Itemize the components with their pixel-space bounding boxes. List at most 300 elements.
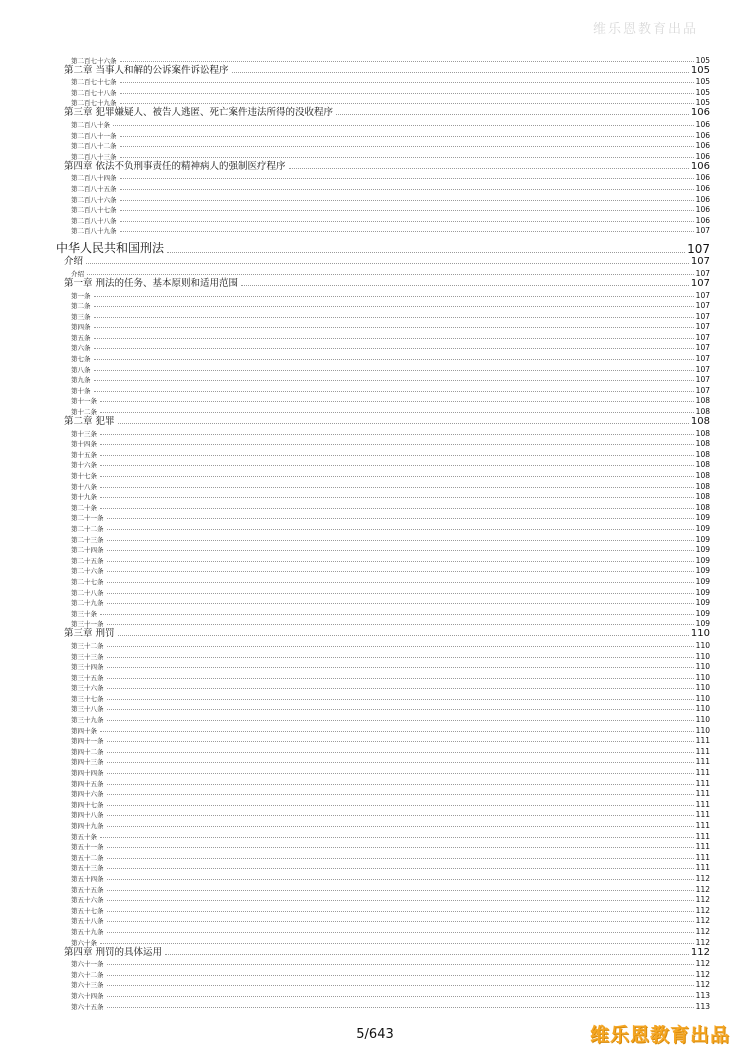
- toc-entry[interactable]: [56, 830, 710, 841]
- toc-entry-title: 第四十六条: [71, 790, 104, 799]
- toc-entry[interactable]: [56, 193, 710, 204]
- toc-entry[interactable]: [56, 713, 710, 724]
- toc-entry[interactable]: [56, 661, 710, 672]
- toc-entry-page: 111: [695, 746, 710, 756]
- toc-dot-leader: [107, 890, 694, 891]
- toc-dot-leader: [94, 306, 694, 307]
- toc-entry-title: 第二十八条: [71, 588, 104, 597]
- toc-dot-leader: [107, 900, 694, 901]
- toc-dot-leader: [107, 709, 694, 710]
- toc-entry-title: 第四十条: [71, 726, 97, 735]
- toc-entry-title: 第五十九条: [71, 927, 104, 936]
- toc-entry-page: 110: [695, 725, 710, 735]
- toc-entry-page: 109: [695, 576, 710, 586]
- toc-entry-title: 第四条: [71, 323, 91, 332]
- toc-entry-title: 第八条: [71, 365, 91, 374]
- toc-entry-title: 第二十一条: [71, 514, 104, 523]
- toc-dot-leader: [94, 338, 694, 339]
- table-of-contents: [56, 54, 710, 1011]
- toc-entry-page: 109: [695, 555, 710, 565]
- toc-entry-title: 第三十三条: [71, 652, 104, 661]
- toc-entry[interactable]: [56, 65, 710, 76]
- toc-entry-page: 108: [695, 396, 710, 406]
- toc-entry-title: 第二十五条: [71, 556, 104, 565]
- toc-dot-leader: [120, 221, 694, 222]
- toc-entry-title: 第五十条: [71, 832, 97, 841]
- toc-entry[interactable]: [56, 107, 710, 118]
- toc-entry[interactable]: [56, 989, 710, 1000]
- toc-entry[interactable]: [56, 809, 710, 820]
- toc-entry-page: 107: [695, 301, 710, 311]
- toc-entry[interactable]: [56, 851, 710, 862]
- toc-entry[interactable]: [56, 544, 710, 555]
- toc-entry-page: 109: [695, 619, 710, 629]
- toc-entry-title: 第六十条: [71, 938, 97, 947]
- toc-entry-page: 113: [695, 990, 710, 1000]
- toc-entry[interactable]: [56, 235, 710, 256]
- toc-entry[interactable]: [56, 140, 710, 151]
- toc-entry-page: 108: [695, 481, 710, 491]
- toc-entry-title: 第四十八条: [71, 811, 104, 820]
- toc-entry-title: 第五十八条: [71, 917, 104, 926]
- toc-entry-page: 111: [695, 831, 710, 841]
- toc-dot-leader: [107, 699, 694, 700]
- toc-entry-title: 第二十九条: [71, 599, 104, 608]
- toc-entry-page: 111: [695, 852, 710, 862]
- toc-entry-title: 第二百八十九条: [71, 227, 117, 236]
- toc-entry-title: 第二十六条: [71, 567, 104, 576]
- toc-entry[interactable]: [56, 384, 710, 395]
- toc-entry-page: 106: [695, 141, 710, 151]
- toc-entry-title: 第十五条: [71, 450, 97, 459]
- toc-entry[interactable]: [56, 448, 710, 459]
- toc-entry-title: 第二百八十五条: [71, 184, 117, 193]
- toc-entry-title: 第二百七十六条: [71, 56, 117, 65]
- page-indicator: 5/643: [356, 1027, 394, 1042]
- toc-entry-page: 112: [695, 873, 710, 883]
- toc-entry-title: 第二百七十八条: [71, 88, 117, 97]
- toc-entry-title: 第五十五条: [71, 885, 104, 894]
- toc-dot-leader: [100, 444, 694, 445]
- toc-entry-page: 105: [690, 64, 710, 76]
- toc-entry[interactable]: [56, 904, 710, 915]
- toc-entry-title: 第二十三条: [71, 535, 104, 544]
- toc-entry-page: 107: [695, 354, 710, 364]
- toc-entry-page: 112: [695, 937, 710, 947]
- toc-dot-leader: [94, 391, 694, 392]
- toc-entry-page: 110: [695, 672, 710, 682]
- toc-entry[interactable]: [56, 883, 710, 894]
- toc-entry-page: 112: [695, 969, 710, 979]
- toc-entry-title: 第六十一条: [71, 960, 104, 969]
- toc-entry-title: 第二百八十四条: [71, 174, 117, 183]
- toc-entry[interactable]: [56, 894, 710, 905]
- toc-dot-leader: [120, 200, 694, 201]
- toc-entry[interactable]: [56, 862, 710, 873]
- toc-entry-title: 第二百八十二条: [71, 142, 117, 151]
- toc-entry-page: 110: [695, 693, 710, 703]
- toc-dot-leader: [100, 465, 694, 466]
- toc-dot-leader: [107, 657, 694, 658]
- toc-dot-leader: [94, 370, 694, 371]
- toc-entry-title: 第一章 刑法的任务、基本原则和适用范围: [64, 277, 239, 289]
- toc-entry[interactable]: [56, 321, 710, 332]
- toc-entry-page: 105: [695, 98, 710, 108]
- toc-dot-leader: [241, 285, 689, 286]
- toc-entry-page: 108: [695, 460, 710, 470]
- toc-entry[interactable]: [56, 682, 710, 693]
- toc-entry-page: 106: [695, 151, 710, 161]
- toc-entry[interactable]: [56, 745, 710, 756]
- toc-entry-page: 106: [695, 119, 710, 129]
- toc-entry-page: 109: [695, 534, 710, 544]
- toc-entry-page: 111: [695, 768, 710, 778]
- toc-entry[interactable]: [56, 841, 710, 852]
- toc-entry[interactable]: [56, 724, 710, 735]
- toc-entry-title: 第二百八十三条: [71, 152, 117, 161]
- toc-entry[interactable]: [56, 86, 710, 97]
- toc-dot-leader: [107, 752, 694, 753]
- toc-entry-title: 第四章 依法不负刑事责任的精神病人的强制医疗程序: [64, 160, 286, 172]
- toc-entry[interactable]: [56, 968, 710, 979]
- toc-entry-title: 第十三条: [71, 429, 97, 438]
- toc-entry[interactable]: [56, 958, 710, 969]
- toc-entry[interactable]: [56, 416, 710, 427]
- toc-entry-title: 第十四条: [71, 440, 97, 449]
- toc-entry[interactable]: [56, 575, 710, 586]
- toc-entry-title: 第三条: [71, 312, 91, 321]
- toc-dot-leader: [107, 858, 694, 859]
- toc-entry-title: 第二百七十九条: [71, 99, 117, 108]
- toc-dot-leader: [167, 252, 685, 253]
- toc-entry-title: 第十八条: [71, 482, 97, 491]
- toc-entry-page: 110: [690, 628, 710, 640]
- toc-entry[interactable]: [56, 363, 710, 374]
- toc-dot-leader: [107, 720, 694, 721]
- toc-entry[interactable]: [56, 628, 710, 639]
- toc-dot-leader: [165, 954, 689, 955]
- toc-entry[interactable]: [56, 289, 710, 300]
- toc-entry[interactable]: [56, 650, 710, 661]
- toc-dot-leader: [120, 189, 694, 190]
- toc-entry-title: 第三十四条: [71, 663, 104, 672]
- toc-entry-page: 112: [695, 895, 710, 905]
- toc-entry-title: 第二条: [71, 302, 91, 311]
- toc-entry[interactable]: [56, 405, 710, 416]
- toc-entry-page: 110: [695, 640, 710, 650]
- toc-entry-page: 106: [690, 160, 710, 172]
- toc-entry[interactable]: [56, 533, 710, 544]
- toc-dot-leader: [100, 412, 694, 413]
- toc-entry-page: 106: [695, 130, 710, 140]
- toc-entry-page: 111: [695, 810, 710, 820]
- toc-entry-title: 第十条: [71, 386, 91, 395]
- toc-dot-leader: [107, 773, 694, 774]
- toc-entry-page: 113: [695, 1001, 710, 1011]
- toc-entry-title: 第五条: [71, 333, 91, 342]
- toc-entry-title: 第十一条: [71, 397, 97, 406]
- toc-dot-leader: [107, 815, 694, 816]
- toc-entry[interactable]: [56, 278, 710, 289]
- toc-dot-leader: [107, 964, 694, 965]
- toc-dot-leader: [107, 996, 694, 997]
- toc-dot-leader: [94, 359, 694, 360]
- toc-entry-page: 108: [695, 471, 710, 480]
- toc-entry[interactable]: [56, 522, 710, 533]
- toc-entry-page: 105: [695, 55, 710, 65]
- toc-dot-leader: [100, 943, 694, 944]
- toc-entry-page: 106: [690, 107, 710, 119]
- toc-dot-leader: [94, 380, 694, 381]
- toc-dot-leader: [120, 210, 694, 211]
- toc-entry[interactable]: [56, 256, 710, 267]
- toc-entry-title: 第四十七条: [71, 800, 104, 809]
- toc-entry-page: 112: [690, 946, 710, 958]
- toc-entry[interactable]: [56, 766, 710, 777]
- toc-entry[interactable]: [56, 204, 710, 215]
- toc-entry-title: 第三十一条: [71, 620, 104, 629]
- toc-entry-page: 111: [695, 778, 710, 788]
- toc-entry-title: 第二百八十六条: [71, 195, 117, 204]
- toc-dot-leader: [107, 593, 694, 594]
- toc-entry[interactable]: [56, 331, 710, 342]
- toc-entry-page: 111: [695, 863, 710, 873]
- toc-entry-title: 第二百八十七条: [71, 206, 117, 215]
- toc-entry[interactable]: [56, 788, 710, 799]
- toc-entry-title: 第四十四条: [71, 769, 104, 778]
- toc-entry-title: 介绍: [64, 256, 84, 268]
- toc-entry-page: 108: [695, 407, 710, 417]
- toc-entry-title: 第九条: [71, 376, 91, 385]
- watermark-top: 维乐恩教育出品: [592, 22, 698, 37]
- toc-entry[interactable]: [56, 395, 710, 406]
- toc-dot-leader: [107, 985, 694, 986]
- toc-entry-page: 112: [695, 884, 710, 894]
- toc-entry[interactable]: [56, 777, 710, 788]
- toc-entry[interactable]: [56, 1000, 710, 1011]
- toc-entry-title: 第二章 犯罪: [64, 416, 115, 428]
- toc-dot-leader: [107, 847, 694, 848]
- toc-entry-title: 第二百八十条: [71, 120, 110, 129]
- toc-entry-page: 107: [690, 277, 710, 289]
- toc-dot-leader: [107, 794, 694, 795]
- toc-entry[interactable]: [56, 512, 710, 523]
- toc-entry[interactable]: [56, 310, 710, 321]
- toc-entry-page: 108: [690, 416, 710, 428]
- toc-dot-leader: [86, 263, 689, 264]
- toc-entry-title: 介绍: [71, 269, 84, 278]
- toc-entry-title: 第四十三条: [71, 758, 104, 767]
- toc-entry-page: 109: [695, 513, 710, 523]
- toc-dot-leader: [107, 518, 694, 519]
- toc-entry-title: 第五十六条: [71, 896, 104, 905]
- toc-entry[interactable]: [56, 352, 710, 363]
- toc-entry[interactable]: [56, 692, 710, 703]
- toc-entry[interactable]: [56, 798, 710, 809]
- toc-entry-title: 第七条: [71, 355, 91, 364]
- toc-dot-leader: [107, 826, 694, 827]
- toc-entry[interactable]: [56, 618, 710, 629]
- toc-entry[interactable]: [56, 300, 710, 311]
- toc-dot-leader: [100, 401, 694, 402]
- toc-entry-page: 107: [695, 364, 710, 374]
- toc-entry-title: 第四十一条: [71, 737, 104, 746]
- toc-entry-title: 第二百八十一条: [71, 131, 117, 140]
- toc-entry-title: 第六十三条: [71, 981, 104, 990]
- toc-entry[interactable]: [56, 161, 710, 172]
- toc-dot-leader: [118, 635, 689, 636]
- toc-entry-page: 107: [695, 332, 710, 342]
- toc-dot-leader: [107, 571, 694, 572]
- toc-dot-leader: [107, 688, 694, 689]
- toc-entry-title: 第三章 刑罚: [64, 628, 115, 640]
- toc-entry[interactable]: [56, 671, 710, 682]
- toc-entry[interactable]: [56, 979, 710, 990]
- toc-entry-page: 109: [695, 545, 710, 555]
- toc-dot-leader: [107, 868, 694, 869]
- toc-entry[interactable]: [56, 491, 710, 502]
- toc-entry-page: 110: [695, 662, 710, 672]
- toc-dot-leader: [100, 487, 694, 488]
- toc-entry[interactable]: [56, 872, 710, 883]
- toc-dot-leader: [107, 1007, 694, 1008]
- toc-entry[interactable]: [56, 459, 710, 470]
- toc-entry-title: 第十二条: [71, 408, 97, 417]
- toc-dot-leader: [94, 327, 694, 328]
- toc-entry[interactable]: [56, 374, 710, 385]
- toc-entry[interactable]: [56, 182, 710, 193]
- toc-entry[interactable]: [56, 172, 710, 183]
- toc-dot-leader: [120, 82, 694, 83]
- toc-entry[interactable]: [56, 214, 710, 225]
- toc-entry-page: 109: [695, 523, 710, 533]
- toc-entry-page: 108: [695, 439, 710, 449]
- toc-entry-page: 111: [695, 821, 710, 830]
- toc-entry-title: 第三章 犯罪嫌疑人、被告人逃匿、死亡案件违法所得的没收程序: [64, 107, 334, 119]
- toc-entry-title: 第四十二条: [71, 747, 104, 756]
- toc-dot-leader: [120, 93, 694, 94]
- toc-entry[interactable]: [56, 554, 710, 565]
- toc-dot-leader: [107, 603, 694, 604]
- toc-entry-title: 第二十二条: [71, 524, 104, 533]
- toc-entry-page: 107: [695, 385, 710, 395]
- toc-entry-page: 106: [695, 194, 710, 204]
- toc-entry-title: 第三十二条: [71, 641, 104, 650]
- toc-entry-page: 110: [695, 651, 710, 661]
- toc-entry[interactable]: [56, 565, 710, 576]
- toc-entry[interactable]: [56, 225, 710, 236]
- toc-entry-title: 第五十二条: [71, 853, 104, 862]
- toc-entry[interactable]: [56, 947, 710, 958]
- toc-entry[interactable]: [56, 607, 710, 618]
- toc-dot-leader: [107, 932, 694, 933]
- toc-entry[interactable]: [56, 76, 710, 87]
- toc-dot-leader: [107, 624, 694, 625]
- toc-entry[interactable]: [56, 469, 710, 480]
- toc-entry-page: 112: [695, 980, 710, 990]
- toc-entry-title: 第三十五条: [71, 673, 104, 682]
- toc-entry[interactable]: [56, 915, 710, 926]
- toc-entry-title: 第四十五条: [71, 779, 104, 788]
- toc-dot-leader: [118, 423, 689, 424]
- toc-entry-page: 106: [695, 215, 710, 225]
- toc-entry[interactable]: [56, 118, 710, 129]
- toc-entry-page: 107: [687, 242, 710, 257]
- toc-entry-title: 第六十四条: [71, 991, 104, 1000]
- toc-entry-page: 112: [695, 959, 710, 969]
- toc-entry[interactable]: [56, 819, 710, 830]
- toc-entry-page: 107: [695, 290, 710, 300]
- toc-entry-page: 107: [690, 256, 710, 268]
- toc-dot-leader: [289, 168, 689, 169]
- toc-entry[interactable]: [56, 597, 710, 608]
- toc-entry[interactable]: [56, 129, 710, 140]
- toc-entry-page: 106: [695, 205, 710, 215]
- toc-entry[interactable]: [56, 925, 710, 936]
- toc-dot-leader: [94, 296, 694, 297]
- toc-entry-title: 第四章 刑罚的具体运用: [64, 946, 163, 958]
- toc-entry-page: 107: [695, 322, 710, 332]
- toc-dot-leader: [107, 540, 694, 541]
- toc-entry-page: 105: [695, 77, 710, 87]
- toc-entry[interactable]: [56, 480, 710, 491]
- toc-dot-leader: [120, 146, 694, 147]
- toc-dot-leader: [94, 317, 694, 318]
- toc-entry-title: 第十九条: [71, 493, 97, 502]
- toc-entry-title: 第一条: [71, 291, 91, 300]
- toc-entry-title: 第十七条: [71, 472, 97, 480]
- toc-entry-page: 106: [695, 173, 710, 183]
- toc-entry-title: 第二十七条: [71, 577, 104, 586]
- toc-entry[interactable]: [56, 756, 710, 767]
- toc-dot-leader: [336, 114, 689, 115]
- toc-entry-title: 第二十四条: [71, 546, 104, 555]
- toc-entry[interactable]: [56, 342, 710, 353]
- toc-entry[interactable]: [56, 438, 710, 449]
- toc-entry-title: 第二章 当事人和解的公诉案件诉讼程序: [64, 64, 229, 76]
- toc-entry-page: 110: [695, 715, 710, 725]
- toc-entry-page: 107: [695, 226, 710, 236]
- toc-entry-title: 第三十六条: [71, 684, 104, 693]
- toc-entry-title: 第三十七条: [71, 694, 104, 703]
- toc-entry-title: 第六条: [71, 344, 91, 353]
- toc-entry-page: 109: [695, 566, 710, 576]
- toc-entry[interactable]: [56, 735, 710, 746]
- toc-entry-page: 111: [695, 757, 710, 767]
- toc-entry-page: 108: [695, 502, 710, 512]
- toc-entry-page: 107: [695, 311, 710, 321]
- toc-entry-page: 112: [695, 916, 710, 926]
- toc-entry[interactable]: [56, 586, 710, 597]
- toc-entry-title: 第五十一条: [71, 843, 104, 852]
- toc-dot-leader: [100, 731, 694, 732]
- toc-dot-leader: [100, 837, 694, 838]
- toc-entry[interactable]: [56, 703, 710, 714]
- toc-entry[interactable]: [56, 639, 710, 650]
- toc-entry-title: 中华人民共和国刑法: [56, 241, 165, 256]
- toc-entry-title: 第五十三条: [71, 864, 104, 873]
- toc-dot-leader: [100, 476, 694, 477]
- toc-entry[interactable]: [56, 501, 710, 512]
- toc-entry-title: 第四十九条: [71, 822, 104, 830]
- toc-entry-page: 110: [695, 704, 710, 714]
- toc-entry-title: 第六十五条: [71, 1002, 104, 1011]
- toc-entry-page: 106: [695, 183, 710, 193]
- toc-dot-leader: [107, 975, 694, 976]
- toc-entry[interactable]: [56, 427, 710, 438]
- toc-entry-title: 第二百八十八条: [71, 216, 117, 225]
- toc-dot-leader: [120, 136, 694, 137]
